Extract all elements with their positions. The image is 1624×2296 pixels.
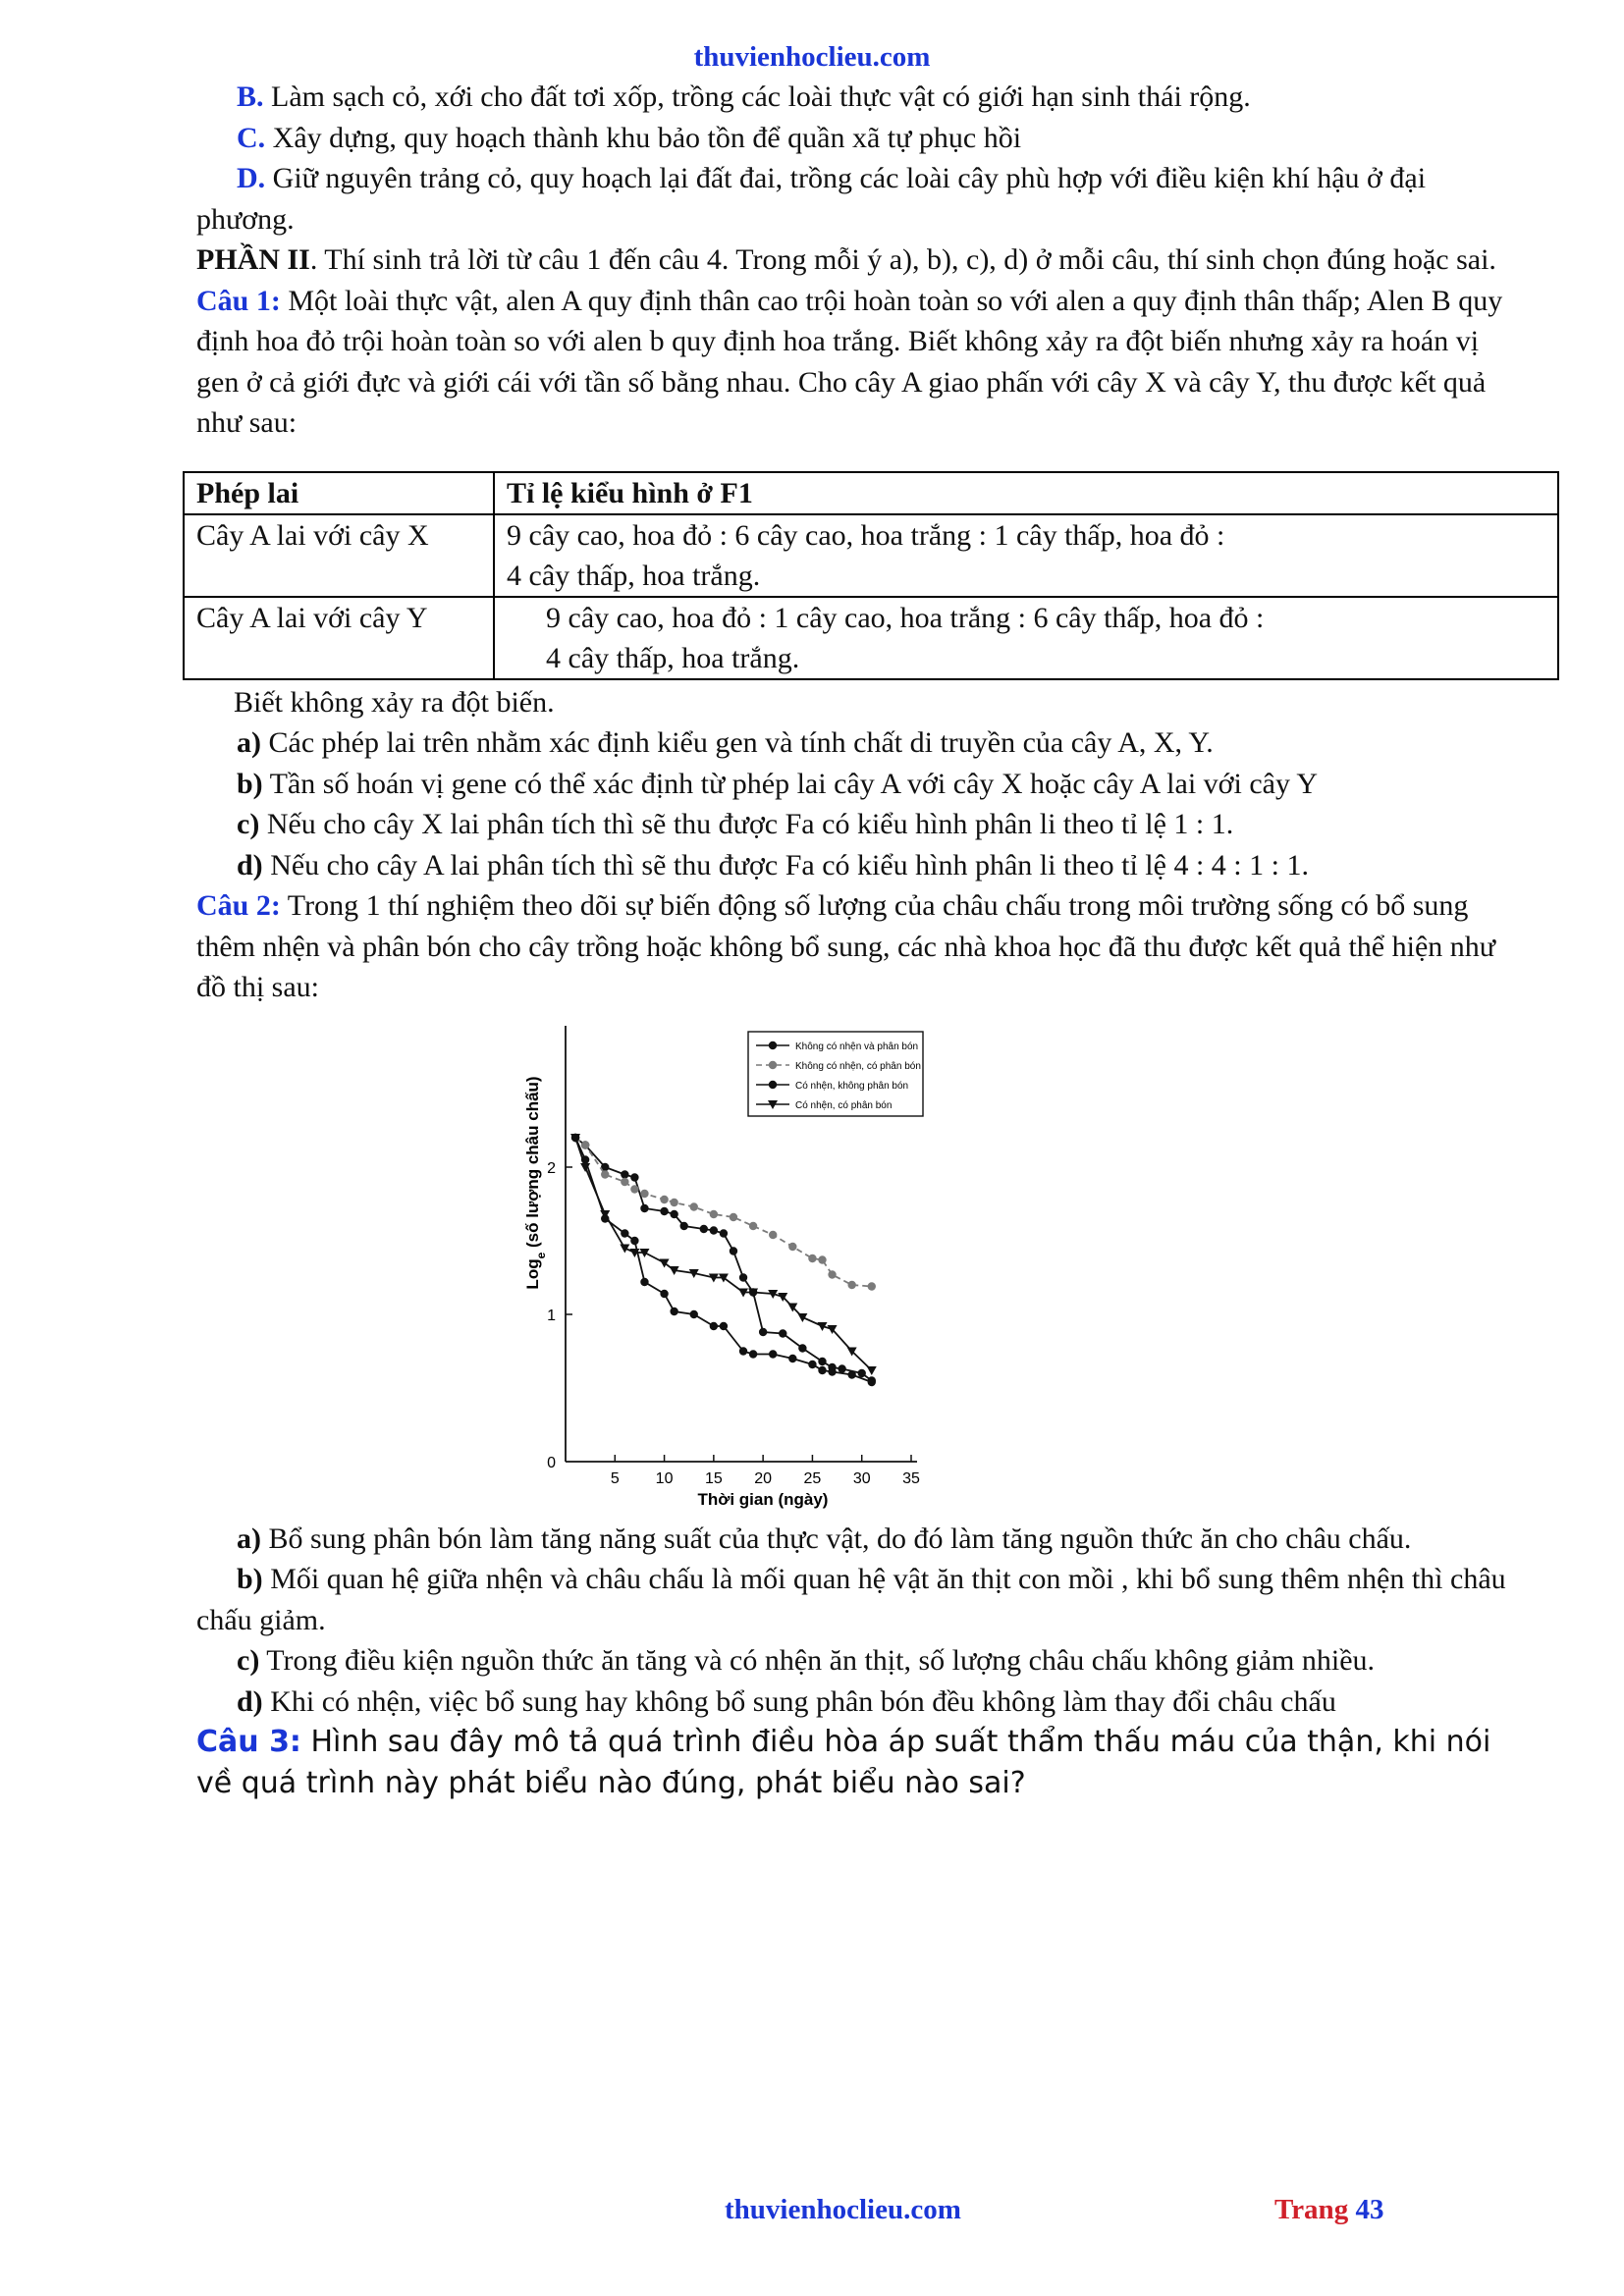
page-content [196, 77, 1522, 1803]
data-point [749, 1350, 757, 1358]
data-point [621, 1229, 628, 1237]
chart-container [196, 1008, 1522, 1519]
x-tick-label: 5 [610, 1469, 620, 1487]
data-point [730, 1212, 737, 1220]
table-header-row [184, 472, 1558, 514]
table-cell-ratio [494, 514, 1558, 597]
q2-statement-b [196, 1559, 1522, 1640]
x-tick-label: 20 [754, 1469, 773, 1487]
data-point [730, 1247, 737, 1255]
ratio-line: 4 cây thấp, hoa trắng. [507, 559, 761, 592]
q2-stem [196, 885, 1522, 1008]
data-point [621, 1177, 628, 1185]
statement-letter: c) [237, 1644, 260, 1677]
data-point [858, 1368, 866, 1376]
data-point [788, 1242, 796, 1250]
data-point [828, 1270, 836, 1278]
data-point [749, 1221, 757, 1229]
data-point [670, 1209, 677, 1217]
q1-label: Câu 1: [196, 284, 281, 317]
q1-statement-a [196, 722, 1522, 764]
data-point [640, 1189, 648, 1197]
x-tick-label: 25 [803, 1469, 822, 1487]
statement-text: Nếu cho cây X lai phân tích thì sẽ thu được Fa có kiểu hình phân li theo tỉ lệ 1 : 1. [259, 808, 1234, 840]
statement-text: Khi có nhện, việc bổ sung hay không bổ sung phân bón đều không làm thay đổi châu chấu [262, 1684, 1336, 1718]
y-tick-label: 2 [547, 1159, 556, 1177]
y-tick-label: 1 [547, 1307, 556, 1324]
data-point [808, 1360, 816, 1367]
data-point [788, 1354, 796, 1362]
x-tick-label: 30 [852, 1469, 871, 1487]
option-d [196, 158, 1522, 240]
q1-statement-b [196, 764, 1522, 805]
statement-text: Nếu cho cây A lai phân tích thì sẽ thu được Fa có kiểu hình phân li theo tỉ lệ 4 : 4 : 1 : 1. [262, 848, 1309, 881]
data-point [660, 1289, 668, 1297]
data-point [769, 1350, 777, 1358]
data-point [601, 1170, 609, 1178]
part2-text: . Thí sinh trả lời từ câu 1 đến câu 4. Trong mỗi ý a), b), c), d) ở mỗi câu, thí sinh chọn đúng hoặc sai. [309, 243, 1496, 276]
data-point [808, 1254, 816, 1261]
ratio-line: 4 cây thấp, hoa trắng. [546, 641, 800, 674]
data-point [818, 1255, 826, 1263]
legend-label: Không có nhện, có phân bón [795, 1060, 921, 1072]
data-point [847, 1370, 855, 1378]
statement-letter: d) [237, 1684, 263, 1718]
q1-statement-c [196, 804, 1522, 845]
statement-text: Trong điều kiện nguồn thức ăn tăng và có nhện ăn thịt, số lượng châu chấu không giảm nhiều. [259, 1644, 1376, 1677]
option-c [196, 118, 1522, 159]
data-point [818, 1357, 826, 1364]
data-point [630, 1173, 638, 1181]
y-tick-label: 0 [547, 1454, 556, 1471]
y-label-prefix: Log [523, 1257, 542, 1290]
legend-marker [769, 1041, 777, 1048]
data-point [670, 1307, 677, 1314]
option-text: Giữ nguyên trảng cỏ, quy hoạch lại đất đai, trồng các loài cây phù hợp với điều kiện khí hậu ở đại phương. [196, 162, 1427, 236]
statement-text: Tần số hoán vị gene có thể xác định từ phép lai cây A với cây X hoặc cây A lai với cây Y [262, 767, 1319, 800]
data-point [720, 1321, 728, 1329]
series-line [575, 1138, 872, 1381]
data-point [630, 1185, 638, 1193]
q1-statement-d [196, 845, 1522, 886]
footer-site[interactable]: thuvienhoclieu.com [725, 2194, 961, 2225]
x-tick-label: 10 [655, 1469, 674, 1487]
data-point [679, 1221, 687, 1229]
series-4 [570, 1134, 877, 1375]
legend-label: Không có nhện và phân bón [795, 1041, 919, 1052]
data-point [660, 1195, 668, 1202]
statement-text: Mối quan hệ giữa nhện và châu chấu là mối quan hệ vật ăn thịt con mồi , khi bổ sung thêm nhện thì châu chấu giảm. [196, 1563, 1506, 1636]
data-point [640, 1203, 648, 1211]
statement-letter: c) [237, 808, 260, 840]
header-site[interactable]: thuvienhoclieu.com [693, 41, 931, 73]
y-axis-label [523, 1076, 548, 1289]
table-cell-cross: Cây A lai với cây Y [184, 597, 494, 679]
data-point [630, 1236, 638, 1244]
data-point [660, 1206, 668, 1214]
cross-table [183, 471, 1559, 680]
chart-series [570, 1133, 877, 1385]
x-tick-label: 35 [902, 1469, 920, 1487]
statement-letter: a) [237, 1522, 261, 1555]
data-point [710, 1226, 718, 1234]
data-point [868, 1282, 876, 1290]
legend-label: Có nhện, không phân bón [795, 1080, 909, 1092]
data-point [720, 1229, 728, 1237]
legend-marker [769, 1080, 777, 1088]
statement-letter: b) [237, 1563, 263, 1595]
data-point [847, 1280, 855, 1288]
q2-statement-d [196, 1682, 1522, 1723]
data-point [867, 1366, 877, 1375]
table-cell-cross: Cây A lai với cây X [184, 514, 494, 597]
statement-letter: b) [237, 767, 263, 800]
data-point [798, 1344, 806, 1352]
x-tick-label: 15 [704, 1469, 723, 1487]
series-2 [571, 1133, 876, 1290]
legend-label: Có nhện, có phân bón [795, 1099, 893, 1111]
statement-text: Các phép lai trên nhằm xác định kiểu gen và tính chất di truyền của cây A, X, Y. [261, 726, 1214, 759]
data-point [739, 1347, 747, 1355]
q1-note: Biết không xảy ra đột biến. [234, 685, 555, 719]
q2-statement-a [196, 1519, 1522, 1560]
data-point [779, 1329, 786, 1337]
table-cell-ratio [494, 597, 1558, 679]
data-point [759, 1327, 767, 1335]
x-axis-label: Thời gian (ngày) [697, 1489, 829, 1509]
footer-page [1274, 2194, 1383, 2226]
option-text: Xây dựng, quy hoạch thành khu bảo tồn để quần xã tự phục hồi [265, 121, 1022, 154]
statement-letter: a) [237, 726, 261, 759]
page-number: 43 [1355, 2194, 1384, 2225]
option-letter: D. [237, 162, 266, 194]
data-point [710, 1209, 718, 1217]
ratio-line: 9 cây cao, hoa đỏ : 6 cây cao, hoa trắng : 1 cây thấp, hoa đỏ : [507, 518, 1225, 552]
q2-statement-c [196, 1640, 1522, 1682]
part2-heading [196, 240, 1522, 281]
data-point [640, 1277, 648, 1285]
chart-legend [748, 1032, 923, 1116]
q2-text: Trong 1 thí nghiệm theo dõi sự biến động số lượng của châu chấu trong môi trường sống có bổ sung thêm nhện và phân bón cho cây trồng hoặc không bổ sung, các nhà khoa học đã thu được kết quả thể hiện như đồ thị sau: [196, 889, 1496, 1003]
series-line [575, 1138, 872, 1287]
data-point [670, 1198, 677, 1205]
part2-title: PHẦN II [196, 243, 310, 276]
statement-letter: d) [237, 848, 263, 881]
y-label-sub: e [534, 1252, 548, 1258]
data-point [828, 1367, 836, 1375]
data-point [581, 1141, 589, 1148]
table-row [184, 597, 1558, 679]
data-point [621, 1170, 628, 1178]
data-point [838, 1364, 845, 1372]
table-row [184, 514, 1558, 597]
data-point [797, 1313, 807, 1322]
q3-stem [196, 1722, 1522, 1803]
table-header-ratio: Tỉ lệ kiểu hình ở F1 [494, 472, 1558, 514]
data-point [769, 1230, 777, 1238]
data-point [739, 1273, 747, 1281]
data-point [700, 1224, 708, 1232]
series-line [575, 1138, 872, 1382]
data-point [868, 1377, 876, 1385]
data-point [818, 1365, 826, 1373]
legend-marker [769, 1060, 777, 1068]
page-label: Trang [1274, 2194, 1349, 2225]
series-1 [571, 1133, 876, 1384]
y-label-rest: (số lượng châu chấu) [523, 1075, 542, 1253]
statement-text: Bổ sung phân bón làm tăng năng suất của thực vật, do đó làm tăng nguồn thức ăn cho châu chấu. [261, 1522, 1412, 1555]
ratio-line: 9 cây cao, hoa đỏ : 1 cây cao, hoa trắng : 6 cây thấp, hoa đỏ : [546, 601, 1265, 634]
option-letter: C. [237, 121, 266, 154]
data-point [690, 1309, 698, 1317]
table-header-cross: Phép lai [184, 472, 494, 514]
option-text: Làm sạch cỏ, xới cho đất tơi xốp, trồng các loài thực vật có giới hạn sinh thái rộng. [263, 80, 1251, 113]
q3-label: Câu 3: [196, 1725, 301, 1759]
data-point [690, 1202, 698, 1210]
q2-label: Câu 2: [196, 889, 281, 922]
data-point [710, 1321, 718, 1329]
data-point [620, 1244, 629, 1253]
q1-stem [196, 281, 1522, 444]
q1-text: Một loài thực vật, alen A quy định thân cao trội hoàn toàn so với alen a quy định thân thấp; Alen B quy định hoa đỏ trội hoàn toàn so với alen b quy định hoa trắng. Biết không xảy ra đột biến nhưng xảy ra hoán vị gen ở cả giới đực và giới cái với tần số bằng nhau. Cho cây A giao phấn với cây X và cây Y, thu được kết quả như sau: [196, 284, 1503, 439]
option-letter: B. [237, 80, 264, 113]
grasshopper-chart [491, 1016, 1041, 1517]
option-b [196, 77, 1522, 118]
q3-text: Hình sau đây mô tả quá trình điều hòa áp suất thẩm thấu máu của thận, khi nói về quá trình này phát biểu nào đúng, phát biểu nào sai? [196, 1725, 1491, 1800]
